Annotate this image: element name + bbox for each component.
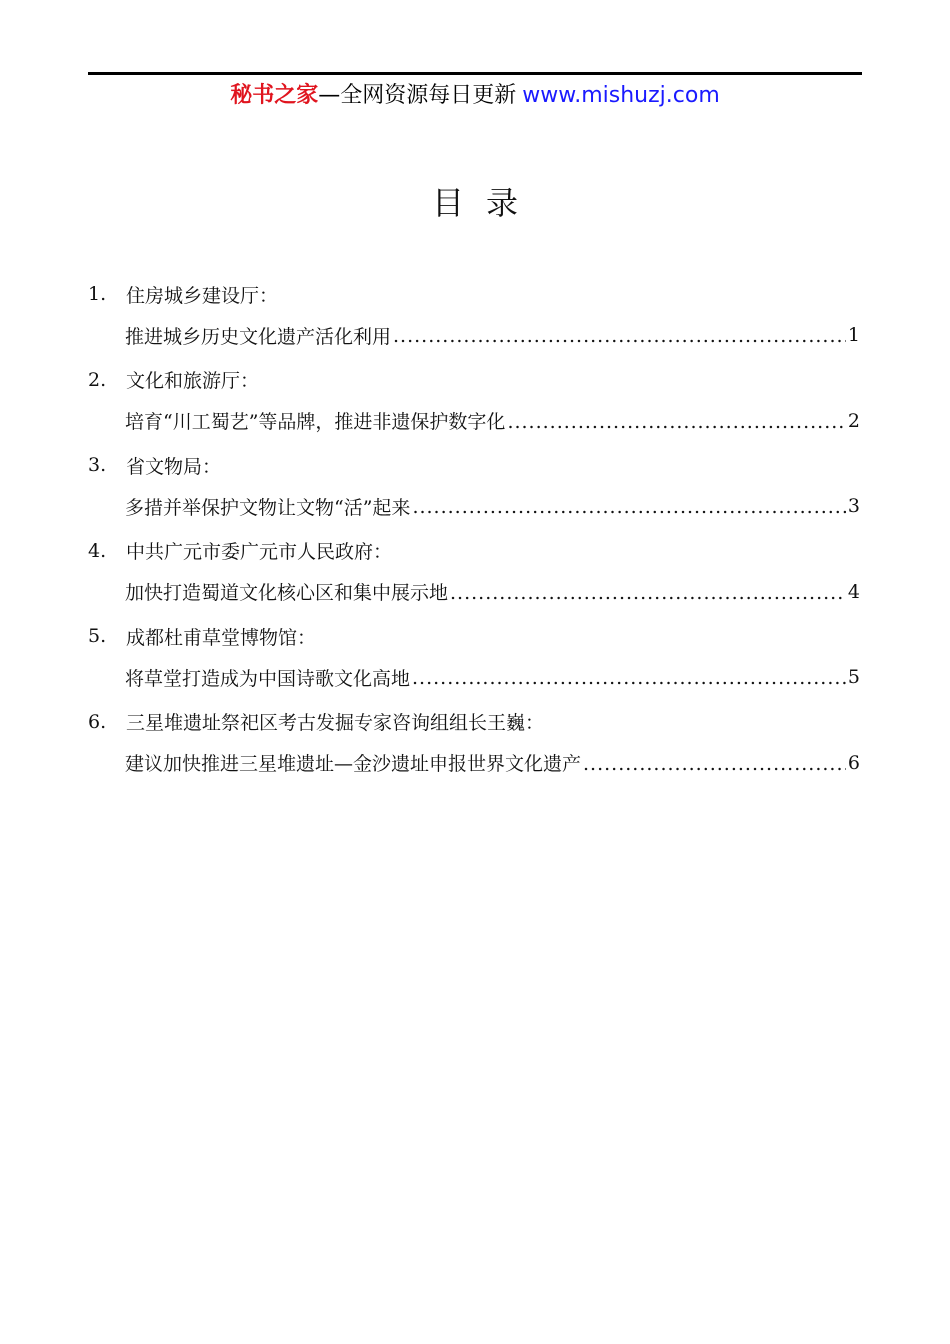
toc-organization: 文化和旅游厅： xyxy=(126,370,260,392)
toc-number: 1. xyxy=(88,283,107,305)
toc-organization: 中共广元市委广元市人民政府： xyxy=(126,541,393,563)
toc-item-link[interactable] xyxy=(125,571,860,613)
toc-heading xyxy=(88,616,860,656)
toc-item-link[interactable] xyxy=(125,314,860,356)
toc-organization: 成都杜甫草堂博物馆： xyxy=(126,626,317,649)
toc-entry xyxy=(88,360,860,446)
toc-entry xyxy=(88,531,860,617)
dot-leader xyxy=(412,656,846,698)
table-of-contents xyxy=(88,274,860,787)
toc-number: 5. xyxy=(88,625,107,647)
toc-entry xyxy=(88,445,860,531)
brand-name: 秘书之家 xyxy=(230,83,319,108)
page-title: 目录 xyxy=(431,184,540,222)
toc-number: 6. xyxy=(88,710,107,733)
toc-heading xyxy=(88,360,860,400)
dot-leader xyxy=(450,571,846,613)
toc-item-title: 加快打造蜀道文化核心区和集中展示地 xyxy=(125,582,449,604)
toc-page-number: 2 xyxy=(847,409,860,432)
dot-leader xyxy=(583,742,846,784)
toc-number: 2. xyxy=(88,368,107,391)
toc-entry xyxy=(88,616,860,702)
toc-entry xyxy=(88,274,860,360)
toc-page-number: 4 xyxy=(847,580,860,603)
dot-leader xyxy=(412,485,845,527)
dot-leader xyxy=(507,400,845,442)
website-link[interactable]: www.mishuzj.com xyxy=(522,83,720,108)
toc-item-title: 培育“川工蜀艺”等品牌，推进非遗保护数字化 xyxy=(125,411,506,433)
toc-item-link[interactable] xyxy=(125,485,860,527)
toc-item-title: 将草堂打造成为中国诗歌文化高地 xyxy=(125,667,411,690)
toc-organization: 住房城乡建设厅： xyxy=(126,284,279,307)
toc-organization: 三星堆遗址祭祀区考古发掘专家咨询组组长王巍： xyxy=(126,712,545,734)
toc-entry xyxy=(88,702,860,788)
page-header xyxy=(0,80,950,112)
toc-heading xyxy=(88,702,860,742)
toc-item-link[interactable] xyxy=(125,400,860,442)
toc-page-number: 1 xyxy=(847,324,860,346)
header-slogan: 全网资源每日更新 xyxy=(340,83,517,108)
toc-page-number: 3 xyxy=(847,495,860,517)
toc-organization: 省文物局： xyxy=(126,455,222,478)
toc-item-title: 建议加快推进三星堆遗址—金沙遗址申报世界文化遗产 xyxy=(125,753,582,775)
header-rule xyxy=(88,72,862,75)
toc-page-number: 6 xyxy=(847,751,860,774)
toc-number: 3. xyxy=(88,454,107,476)
toc-heading xyxy=(88,445,860,485)
toc-page-number: 5 xyxy=(847,666,860,688)
toc-heading xyxy=(88,274,860,314)
toc-item-link[interactable] xyxy=(125,742,860,784)
dot-leader xyxy=(393,314,846,356)
toc-item-title: 多措并举保护文物让文物“活”起来 xyxy=(125,496,411,519)
toc-heading xyxy=(88,531,860,571)
toc-item-title: 推进城乡历史文化遗产活化利用 xyxy=(125,325,392,348)
toc-item-link[interactable] xyxy=(125,656,860,698)
header-dash: — xyxy=(318,83,341,108)
toc-number: 4. xyxy=(88,539,107,562)
